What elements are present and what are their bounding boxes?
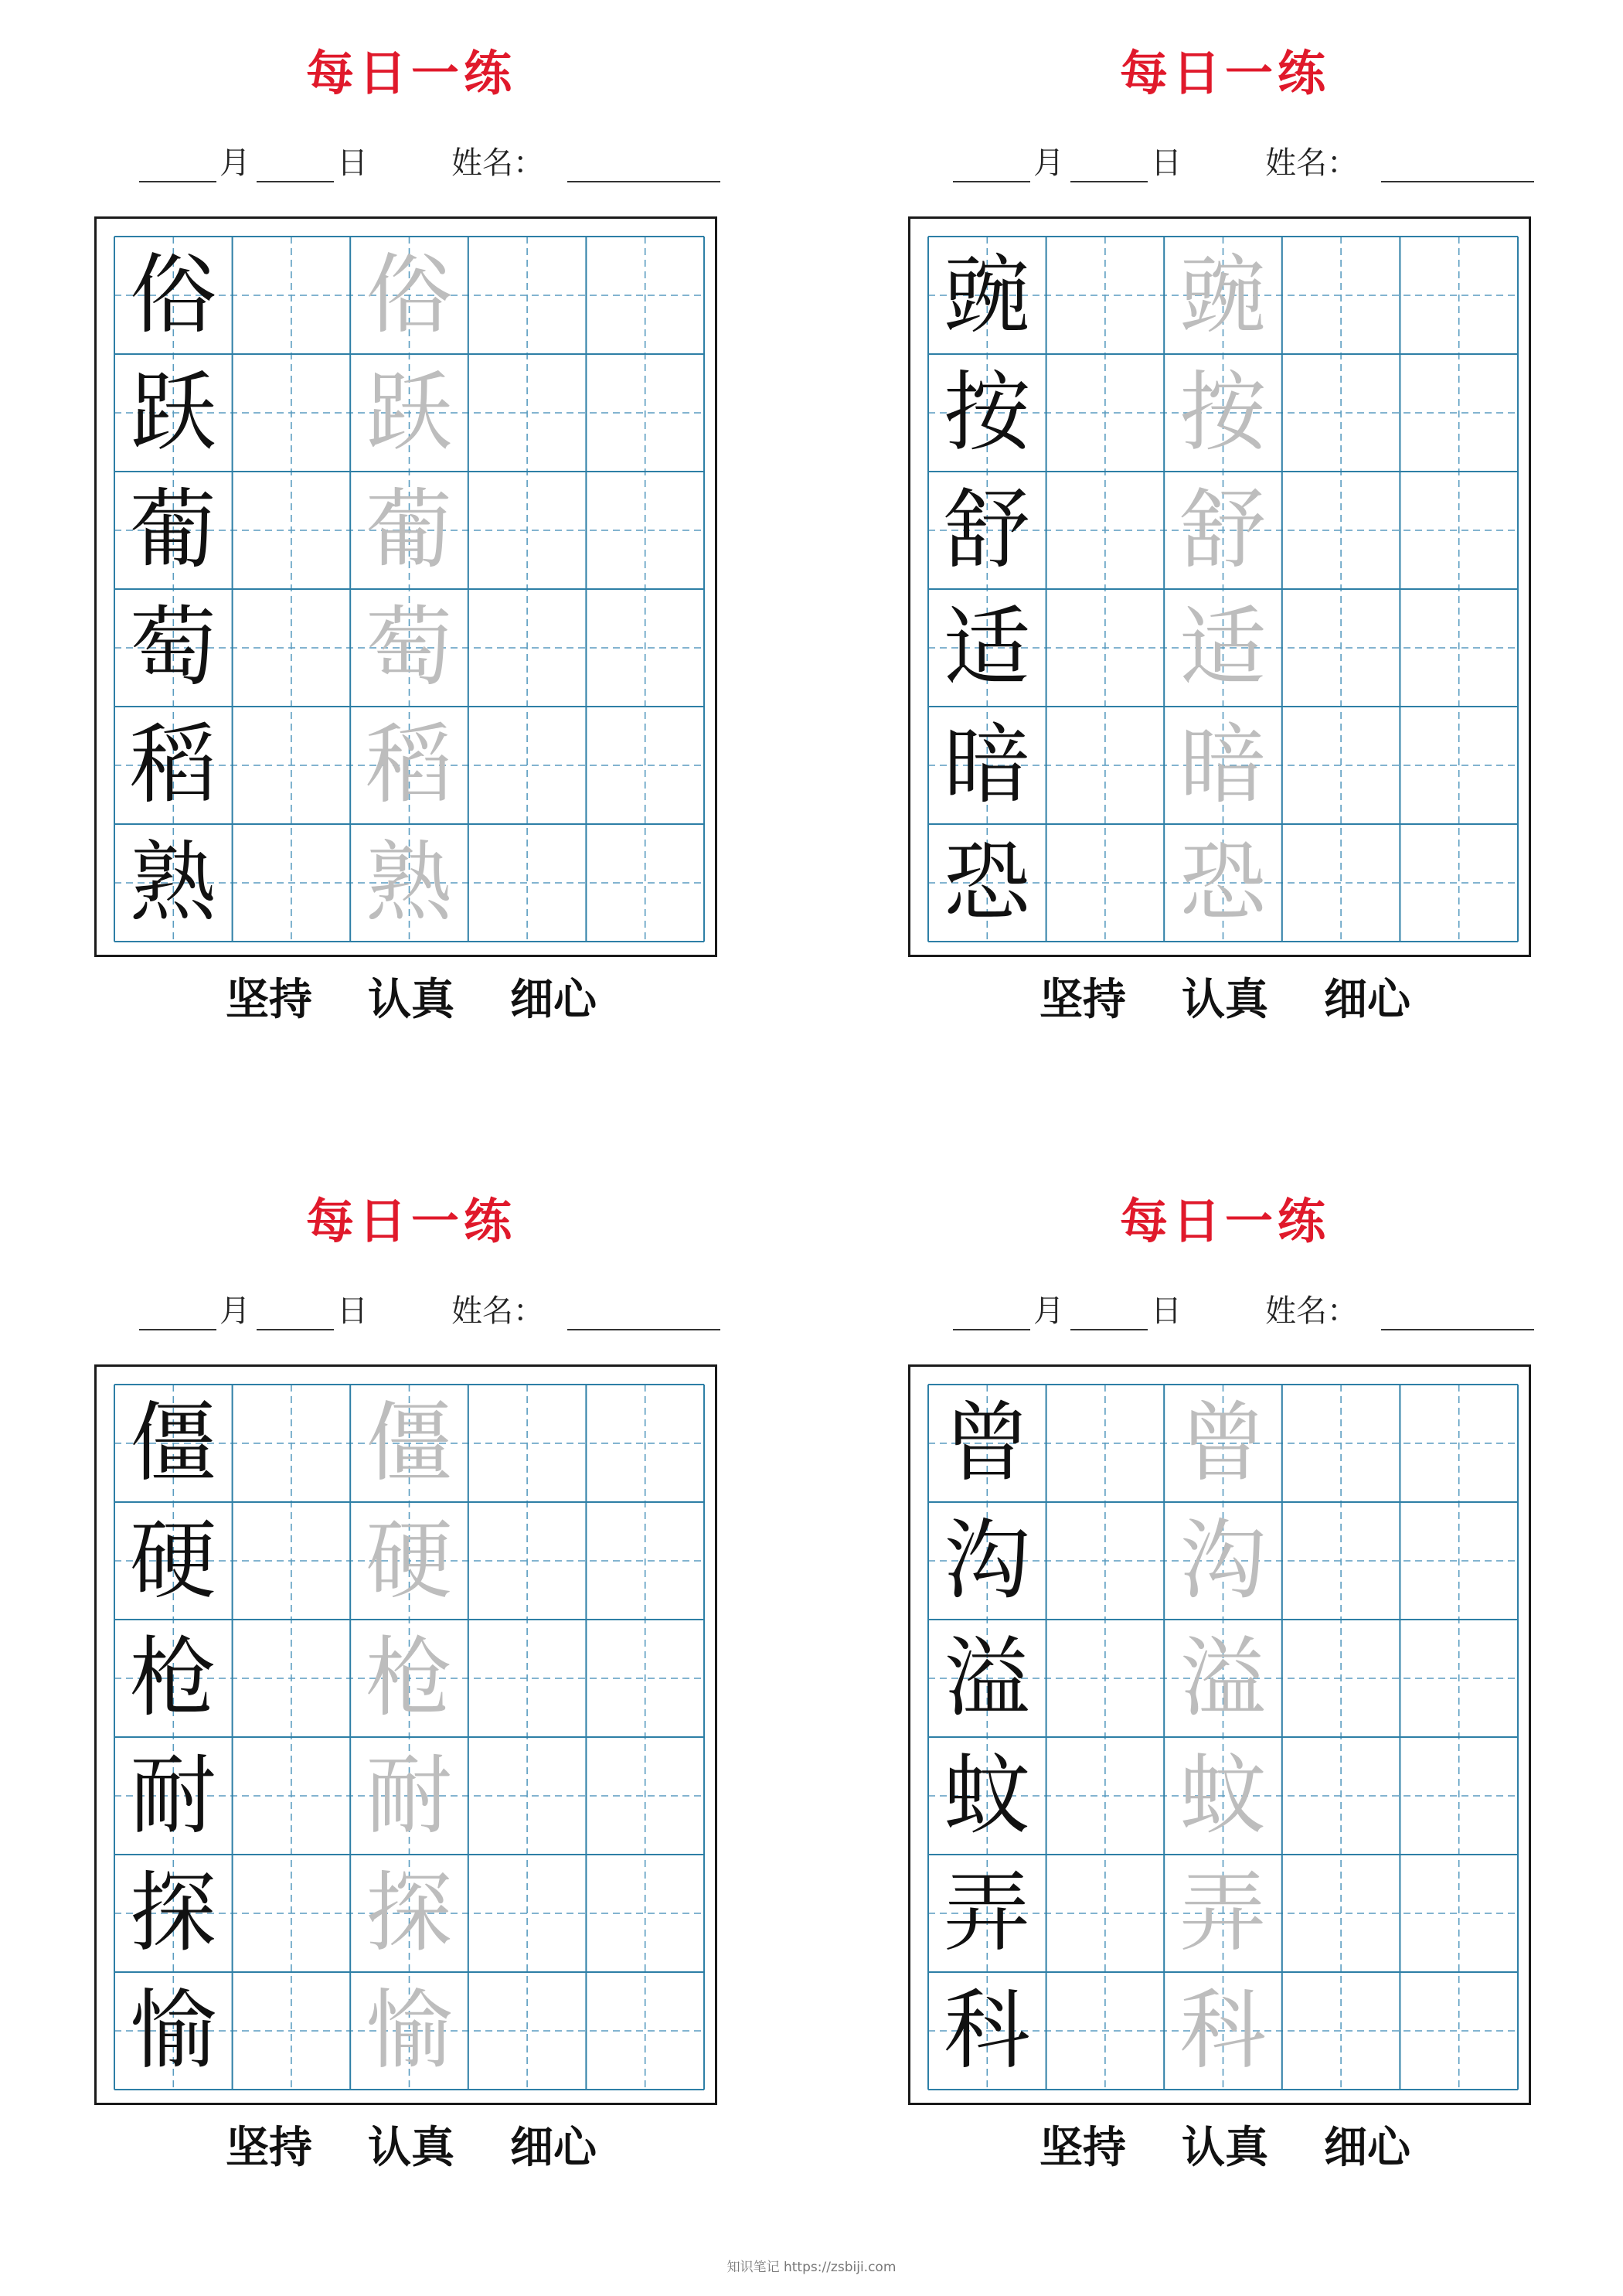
date-name-line xyxy=(908,147,1542,186)
motto-item: 认真 xyxy=(368,2122,454,2173)
motto xyxy=(94,974,728,1025)
tianzige-grid[interactable] xyxy=(114,236,703,941)
name-label: 姓名： xyxy=(451,1293,544,1329)
date-name-line xyxy=(908,1295,1542,1334)
trace-character: 蚊 xyxy=(1179,1746,1267,1846)
model-character: 耐 xyxy=(130,1746,216,1846)
trace-character: 硬 xyxy=(366,1511,453,1611)
month-label: 月 xyxy=(219,1293,250,1329)
model-character: 愉 xyxy=(130,1981,216,2081)
day-blank[interactable] xyxy=(257,1295,334,1330)
trace-character: 耐 xyxy=(366,1746,453,1846)
trace-character: 萄 xyxy=(366,598,453,698)
model-character: 熟 xyxy=(130,833,216,933)
worksheet-title: 每日一练 xyxy=(305,1193,516,1249)
month-label: 月 xyxy=(1033,145,1064,181)
trace-character: 按 xyxy=(1179,363,1267,463)
worksheet-3 xyxy=(94,1148,728,2246)
trace-character: 僵 xyxy=(366,1393,453,1494)
practice-frame xyxy=(94,216,717,957)
name-label: 姓名： xyxy=(451,145,544,181)
model-character: 蚊 xyxy=(944,1746,1030,1846)
motto-item: 坚持 xyxy=(1039,2122,1126,2173)
day-blank[interactable] xyxy=(257,147,334,182)
worksheet-4 xyxy=(908,1148,1542,2246)
model-character: 硬 xyxy=(130,1511,216,1611)
model-character: 稻 xyxy=(130,715,216,816)
motto-item: 坚持 xyxy=(1039,974,1126,1025)
month-label: 月 xyxy=(219,145,250,181)
model-character: 葡 xyxy=(130,480,216,581)
name-blank[interactable] xyxy=(567,147,720,182)
date-name-line xyxy=(94,147,728,186)
trace-character: 恐 xyxy=(1179,833,1267,933)
tianzige-grid[interactable] xyxy=(927,1384,1517,2089)
motto xyxy=(94,2122,728,2173)
trace-character: 探 xyxy=(366,1863,453,1964)
model-character: 俗 xyxy=(130,245,216,346)
month-blank[interactable] xyxy=(139,147,216,182)
day-blank[interactable] xyxy=(1070,1295,1148,1330)
tianzige-grid[interactable] xyxy=(114,1384,703,2089)
practice-frame xyxy=(908,216,1531,957)
trace-character: 葡 xyxy=(366,480,453,581)
motto-item: 细心 xyxy=(1324,974,1410,1025)
motto-item: 细心 xyxy=(1324,2122,1410,2173)
trace-character: 豌 xyxy=(1179,245,1267,346)
month-blank[interactable] xyxy=(139,1295,216,1330)
model-character: 恐 xyxy=(944,833,1030,933)
tianzige-grid[interactable] xyxy=(927,236,1517,941)
motto-item: 认真 xyxy=(368,974,454,1025)
motto xyxy=(908,974,1542,1025)
trace-character: 舒 xyxy=(1179,480,1267,581)
model-character: 舒 xyxy=(944,480,1030,581)
trace-character: 暗 xyxy=(1179,715,1267,816)
trace-character: 适 xyxy=(1179,598,1267,698)
motto xyxy=(908,2122,1542,2173)
trace-character: 熟 xyxy=(366,833,453,933)
model-character: 弄 xyxy=(944,1863,1030,1964)
practice-frame xyxy=(94,1364,717,2105)
motto-item: 细心 xyxy=(510,974,597,1025)
model-character: 暗 xyxy=(944,715,1030,816)
name-blank[interactable] xyxy=(567,1295,720,1330)
month-blank[interactable] xyxy=(953,1295,1030,1330)
motto-item: 认真 xyxy=(1182,2122,1268,2173)
motto-item: 认真 xyxy=(1182,974,1268,1025)
model-character: 溢 xyxy=(944,1628,1030,1729)
worksheet-2 xyxy=(908,0,1542,1098)
worksheet-1 xyxy=(94,0,728,1098)
worksheet-title: 每日一练 xyxy=(1119,1193,1330,1249)
name-label: 姓名： xyxy=(1265,1293,1358,1329)
model-character: 曾 xyxy=(944,1393,1030,1494)
model-character: 沟 xyxy=(944,1511,1030,1611)
day-label: 日 xyxy=(1151,1293,1182,1329)
worksheet-title: 每日一练 xyxy=(1119,45,1330,101)
trace-character: 溢 xyxy=(1179,1628,1267,1729)
model-character: 科 xyxy=(944,1981,1030,2081)
trace-character: 俗 xyxy=(366,245,453,346)
day-label: 日 xyxy=(1151,145,1182,181)
model-character: 跃 xyxy=(130,363,216,463)
trace-character: 曾 xyxy=(1179,1393,1267,1494)
model-character: 萄 xyxy=(130,598,216,698)
motto-item: 坚持 xyxy=(226,974,312,1025)
practice-frame xyxy=(908,1364,1531,2105)
motto-item: 坚持 xyxy=(226,2122,312,2173)
model-character: 探 xyxy=(130,1863,216,1964)
model-character: 豌 xyxy=(944,245,1030,346)
day-label: 日 xyxy=(337,145,368,181)
model-character: 枪 xyxy=(130,1628,216,1729)
footer-source: 知识笔记 https://zsbiji.com xyxy=(726,2260,897,2275)
model-character: 按 xyxy=(944,363,1030,463)
trace-character: 沟 xyxy=(1179,1511,1267,1611)
trace-character: 愉 xyxy=(366,1981,453,2081)
trace-character: 科 xyxy=(1179,1981,1267,2081)
trace-character: 弄 xyxy=(1179,1863,1267,1964)
worksheet-title: 每日一练 xyxy=(305,45,516,101)
name-label: 姓名： xyxy=(1265,145,1358,181)
trace-character: 稻 xyxy=(366,715,453,816)
model-character: 适 xyxy=(944,598,1030,698)
motto-item: 细心 xyxy=(510,2122,597,2173)
day-blank[interactable] xyxy=(1070,147,1148,182)
day-label: 日 xyxy=(337,1293,368,1329)
date-name-line xyxy=(94,1295,728,1334)
month-blank[interactable] xyxy=(953,147,1030,182)
month-label: 月 xyxy=(1033,1293,1064,1329)
trace-character: 枪 xyxy=(366,1628,453,1729)
trace-character: 跃 xyxy=(366,363,453,463)
model-character: 僵 xyxy=(130,1393,216,1494)
name-blank[interactable] xyxy=(1381,1295,1534,1330)
name-blank[interactable] xyxy=(1381,147,1534,182)
